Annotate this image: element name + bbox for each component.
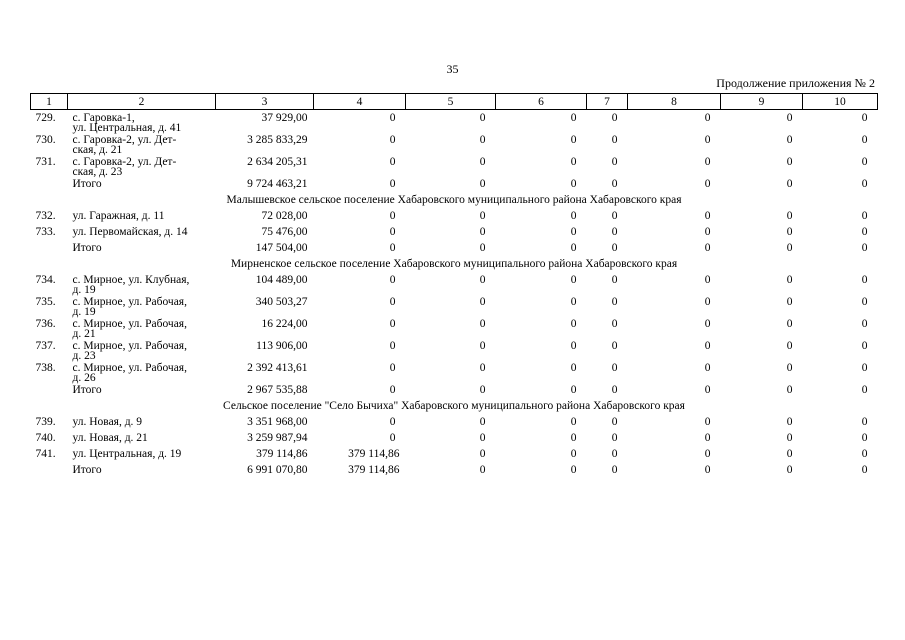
row-number: 729. <box>35 112 56 124</box>
value-cell-c8: 0 <box>704 112 711 124</box>
value-cell-c8: 0 <box>704 416 711 428</box>
value-cell-c7: 0 <box>611 362 618 374</box>
value-cell-c8: 0 <box>704 432 711 444</box>
value-cell-c5: 0 <box>479 156 486 168</box>
value-cell-c8: 0 <box>704 226 711 238</box>
value-cell-c10: 0 <box>861 156 868 168</box>
value-cell-c9: 0 <box>786 340 793 352</box>
column-header: 3 <box>216 94 314 110</box>
column-header: 4 <box>314 94 406 110</box>
value-cell-c7: 0 <box>611 384 618 396</box>
table-row <box>31 211 878 227</box>
total-row <box>31 243 878 259</box>
address-cell <box>68 417 216 433</box>
address-cell <box>68 297 216 319</box>
value-cell-c8: 0 <box>704 296 711 308</box>
value-cell-c5: 0 <box>479 318 486 330</box>
table-row <box>31 157 878 179</box>
address-cell <box>68 341 216 363</box>
value-cell-c7: 0 <box>611 226 618 238</box>
value-cell-c7: 0 <box>611 210 618 222</box>
address-line-1: с. Мирное, ул. Клубная, <box>72 274 190 286</box>
value-cell-c6: 0 <box>570 432 577 444</box>
column-header: 1 <box>31 94 68 110</box>
value-cell-c4: 379 114,86 <box>348 464 400 476</box>
column-header: 5 <box>406 94 496 110</box>
value-cell-c6: 0 <box>570 416 577 428</box>
value-cell-c7: 0 <box>611 318 618 330</box>
value-cell-c5: 0 <box>479 416 486 428</box>
value-cell-c4: 0 <box>389 178 396 190</box>
table-row <box>31 363 878 385</box>
column-header: 10 <box>803 94 878 110</box>
value-cell-c4: 0 <box>389 318 396 330</box>
value-cell-c7: 0 <box>611 448 618 460</box>
value-cell-c7: 0 <box>611 416 618 428</box>
value-cell-c4: 0 <box>389 340 396 352</box>
column-header: 2 <box>68 94 216 110</box>
value-cell-c8: 0 <box>704 464 711 476</box>
value-cell-c10: 0 <box>861 112 868 124</box>
value-cell-c7: 0 <box>611 464 618 476</box>
value-cell-c6: 0 <box>570 112 577 124</box>
value-cell-c9: 0 <box>786 178 793 190</box>
address-line-1: Итого <box>72 242 102 254</box>
address-line-1: с. Гаровка-2, ул. Дет- <box>72 156 177 168</box>
row-number: 731. <box>35 156 56 168</box>
address-cell <box>68 433 216 449</box>
value-cell-c10: 0 <box>861 448 868 460</box>
value-cell-c10: 0 <box>861 210 868 222</box>
table-row <box>31 341 878 363</box>
address-cell <box>68 275 216 297</box>
value-cell-c4: 0 <box>389 384 396 396</box>
value-cell-c5: 0 <box>479 274 486 286</box>
address-line-2: д. 19 <box>72 306 96 318</box>
row-number <box>31 465 68 481</box>
address-cell <box>68 465 216 481</box>
row-number <box>31 243 68 259</box>
value-cell-c6: 0 <box>570 296 577 308</box>
row-number: 737. <box>35 340 56 352</box>
value-cell-c5: 0 <box>479 178 486 190</box>
table-header <box>31 94 878 110</box>
value-cell-c7: 0 <box>611 340 618 352</box>
value-cell-c9: 0 <box>786 156 793 168</box>
value-cell-c7: 0 <box>611 432 618 444</box>
value-cell-c4: 0 <box>389 296 396 308</box>
value-cell-c6: 0 <box>570 156 577 168</box>
column-header: 7 <box>587 94 628 110</box>
value-cell-c10: 0 <box>861 134 868 146</box>
value-cell-c3: 9 724 463,21 <box>247 178 308 190</box>
table-row <box>31 135 878 157</box>
value-cell-c3: 75 476,00 <box>261 226 308 238</box>
value-cell-c10: 0 <box>861 384 868 396</box>
value-cell-c5: 0 <box>479 448 486 460</box>
address-cell <box>68 135 216 157</box>
address-line-1: ул. Гаражная, д. 11 <box>72 210 165 222</box>
value-cell-c6: 0 <box>570 362 577 374</box>
value-cell-c5: 0 <box>479 464 486 476</box>
row-number: 730. <box>35 134 56 146</box>
address-cell <box>68 363 216 385</box>
table-row <box>31 110 878 136</box>
table-row <box>31 449 878 465</box>
section-title: Сельское поселение "Село Бычиха" Хабаровского муниципального района Хабаровского края <box>223 400 685 412</box>
value-cell-c7: 0 <box>611 112 618 124</box>
value-cell-c8: 0 <box>704 156 711 168</box>
value-cell-c9: 0 <box>786 134 793 146</box>
address-line-1: с. Мирное, ул. Рабочая, <box>72 296 187 308</box>
row-number: 738. <box>35 362 56 374</box>
value-cell-c3: 16 224,00 <box>261 318 308 330</box>
table-row <box>31 433 878 449</box>
value-cell-c3: 3 259 987,94 <box>247 432 308 444</box>
value-cell-c5: 0 <box>479 384 486 396</box>
table-row <box>31 275 878 297</box>
address-line-2: д. 19 <box>72 284 96 296</box>
address-cell <box>68 449 216 465</box>
table-row <box>31 417 878 433</box>
row-number: 734. <box>35 274 56 286</box>
value-cell-c5: 0 <box>479 432 486 444</box>
header-row <box>31 94 878 110</box>
value-cell-c5: 0 <box>479 210 486 222</box>
address-line-2: д. 23 <box>72 350 96 362</box>
address-line-2: д. 21 <box>72 328 96 340</box>
row-number <box>31 385 68 401</box>
value-cell-c10: 0 <box>861 362 868 374</box>
value-cell-c8: 0 <box>704 318 711 330</box>
address-line-1: Итого <box>72 178 102 190</box>
address-cell <box>68 319 216 341</box>
value-cell-c3: 37 929,00 <box>261 112 308 124</box>
value-cell-c4: 0 <box>389 156 396 168</box>
value-cell-c10: 0 <box>861 296 868 308</box>
row-number: 740. <box>35 432 56 444</box>
value-cell-c4: 0 <box>389 134 396 146</box>
value-cell-c9: 0 <box>786 274 793 286</box>
address-cell <box>68 179 216 195</box>
value-cell-c5: 0 <box>479 362 486 374</box>
value-cell-c10: 0 <box>861 318 868 330</box>
address-line-1: ул. Новая, д. 9 <box>72 416 143 428</box>
value-cell-c10: 0 <box>861 226 868 238</box>
value-cell-c7: 0 <box>611 296 618 308</box>
value-cell-c5: 0 <box>479 340 486 352</box>
value-cell-c10: 0 <box>861 178 868 190</box>
value-cell-c8: 0 <box>704 134 711 146</box>
column-header: 9 <box>721 94 803 110</box>
value-cell-c5: 0 <box>479 112 486 124</box>
value-cell-c3: 6 991 070,80 <box>247 464 308 476</box>
address-line-1: Итого <box>72 384 102 396</box>
value-cell-c4: 379 114,86 <box>348 448 400 460</box>
value-cell-c6: 0 <box>570 318 577 330</box>
value-cell-c10: 0 <box>861 274 868 286</box>
value-cell-c6: 0 <box>570 340 577 352</box>
value-cell-c3: 2 967 535,88 <box>247 384 308 396</box>
address-line-1: с. Гаровка-2, ул. Дет- <box>72 134 177 146</box>
value-cell-c3: 2 392 413,61 <box>247 362 308 374</box>
address-line-1: ул. Центральная, д. 19 <box>72 448 182 460</box>
value-cell-c3: 72 028,00 <box>261 210 308 222</box>
address-cell <box>68 157 216 179</box>
column-header: 6 <box>496 94 587 110</box>
row-number: 735. <box>35 296 56 308</box>
value-cell-c3: 147 504,00 <box>255 242 308 254</box>
value-cell-c7: 0 <box>611 178 618 190</box>
row-number: 733. <box>35 226 56 238</box>
value-cell-c9: 0 <box>786 384 793 396</box>
value-cell-c3: 340 503,27 <box>255 296 308 308</box>
value-cell-c3: 3 351 968,00 <box>247 416 308 428</box>
value-cell-c9: 0 <box>786 112 793 124</box>
appendix-table <box>30 93 878 481</box>
value-cell-c9: 0 <box>786 362 793 374</box>
value-cell-c4: 0 <box>389 432 396 444</box>
value-cell-c6: 0 <box>570 226 577 238</box>
total-row <box>31 465 878 481</box>
address-cell <box>68 227 216 243</box>
total-row <box>31 385 878 401</box>
value-cell-c6: 0 <box>570 242 577 254</box>
value-cell-c4: 0 <box>389 210 396 222</box>
value-cell-c8: 0 <box>704 384 711 396</box>
address-cell <box>68 211 216 227</box>
value-cell-c4: 0 <box>389 416 396 428</box>
value-cell-c9: 0 <box>786 416 793 428</box>
address-line-2: ул. Центральная, д. 41 <box>72 122 182 134</box>
value-cell-c8: 0 <box>704 274 711 286</box>
address-line-2: д. 26 <box>72 372 96 384</box>
section-title: Малышевское сельское поселение Хабаровского муниципального района Хабаровского края <box>226 194 682 206</box>
value-cell-c8: 0 <box>704 448 711 460</box>
address-line-1: ул. Первомайская, д. 14 <box>72 226 188 238</box>
value-cell-c8: 0 <box>704 178 711 190</box>
value-cell-c6: 0 <box>570 274 577 286</box>
value-cell-c9: 0 <box>786 296 793 308</box>
value-cell-c3: 2 634 205,31 <box>247 156 308 168</box>
value-cell-c7: 0 <box>611 242 618 254</box>
value-cell-c9: 0 <box>786 448 793 460</box>
value-cell-c10: 0 <box>861 416 868 428</box>
address-cell <box>68 385 216 401</box>
value-cell-c10: 0 <box>861 432 868 444</box>
value-cell-c6: 0 <box>570 384 577 396</box>
address-line-2: ская, д. 23 <box>72 166 123 178</box>
table-body <box>31 110 878 482</box>
row-number: 739. <box>35 416 56 428</box>
value-cell-c4: 0 <box>389 242 396 254</box>
value-cell-c9: 0 <box>786 226 793 238</box>
value-cell-c3: 113 906,00 <box>256 340 308 352</box>
value-cell-c4: 0 <box>389 226 396 238</box>
value-cell-c10: 0 <box>861 242 868 254</box>
value-cell-c9: 0 <box>786 464 793 476</box>
address-line-1: с. Мирное, ул. Рабочая, <box>72 340 187 352</box>
value-cell-c8: 0 <box>704 210 711 222</box>
table-row <box>31 297 878 319</box>
value-cell-c10: 0 <box>861 340 868 352</box>
value-cell-c8: 0 <box>704 362 711 374</box>
section-header-row <box>31 401 878 417</box>
value-cell-c5: 0 <box>479 242 486 254</box>
value-cell-c6: 0 <box>570 448 577 460</box>
continuation-label: Продолжение приложения № 2 <box>716 76 875 90</box>
table-row <box>31 227 878 243</box>
value-cell-c7: 0 <box>611 134 618 146</box>
value-cell-c4: 0 <box>389 112 396 124</box>
value-cell-c8: 0 <box>704 242 711 254</box>
table-row <box>31 319 878 341</box>
row-number: 741. <box>35 448 56 460</box>
value-cell-c9: 0 <box>786 318 793 330</box>
row-number: 736. <box>35 318 56 330</box>
section-header-row <box>31 259 878 275</box>
value-cell-c5: 0 <box>479 226 486 238</box>
address-cell <box>68 243 216 259</box>
value-cell-c4: 0 <box>389 274 396 286</box>
total-row <box>31 179 878 195</box>
column-header: 8 <box>628 94 721 110</box>
section-title: Мирненское сельское поселение Хабаровского муниципального района Хабаровского края <box>230 258 678 270</box>
value-cell-c9: 0 <box>786 210 793 222</box>
address-line-1: с. Мирное, ул. Рабочая, <box>72 362 187 374</box>
value-cell-c10: 0 <box>861 464 868 476</box>
address-cell <box>68 110 216 136</box>
address-line-1: с. Гаровка-1, <box>72 112 135 124</box>
row-number <box>31 179 68 195</box>
value-cell-c5: 0 <box>479 134 486 146</box>
value-cell-c9: 0 <box>786 242 793 254</box>
value-cell-c9: 0 <box>786 432 793 444</box>
address-line-1: Итого <box>72 464 102 476</box>
value-cell-c5: 0 <box>479 296 486 308</box>
value-cell-c8: 0 <box>704 340 711 352</box>
address-line-1: с. Мирное, ул. Рабочая, <box>72 318 187 330</box>
value-cell-c6: 0 <box>570 210 577 222</box>
value-cell-c7: 0 <box>611 156 618 168</box>
page-number: 35 <box>446 62 459 76</box>
value-cell-c6: 0 <box>570 178 577 190</box>
section-header-row <box>31 195 878 211</box>
address-line-2: ская, д. 21 <box>72 144 123 156</box>
value-cell-c6: 0 <box>570 464 577 476</box>
value-cell-c4: 0 <box>389 362 396 374</box>
value-cell-c3: 3 285 833,29 <box>247 134 308 146</box>
value-cell-c7: 0 <box>611 274 618 286</box>
address-line-1: ул. Новая, д. 21 <box>72 432 148 444</box>
value-cell-c3: 379 114,86 <box>256 448 308 460</box>
value-cell-c3: 104 489,00 <box>255 274 308 286</box>
row-number: 732. <box>35 210 56 222</box>
value-cell-c6: 0 <box>570 134 577 146</box>
